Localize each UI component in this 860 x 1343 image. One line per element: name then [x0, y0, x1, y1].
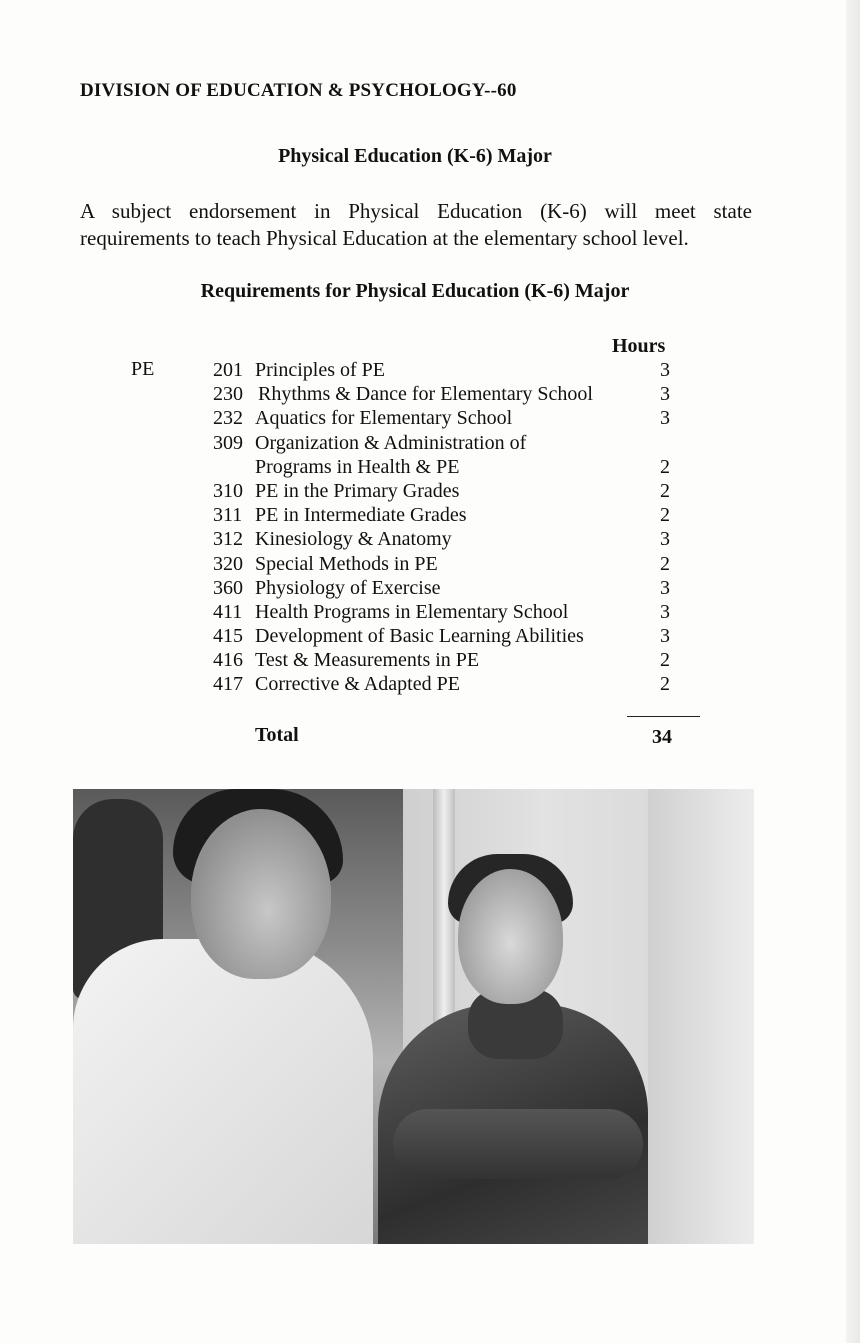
course-row [213, 479, 693, 503]
course-name: Development of Basic Learning Abilities [255, 625, 584, 648]
photo-background-right [648, 789, 754, 1244]
page-header: DIVISION OF EDUCATION & PSYCHOLOGY--60 [80, 80, 517, 101]
course-hours: 3 [660, 576, 670, 599]
course-hours: 2 [660, 649, 670, 672]
course-hours: 3 [660, 528, 670, 551]
photo-person-left-jacket [73, 939, 373, 1244]
course-hours: 2 [660, 479, 670, 502]
course-hours: 3 [660, 407, 670, 430]
course-number: 312 [213, 528, 243, 551]
course-name: Rhythms & Dance for Elementary School [258, 383, 593, 406]
department-code: PE [131, 358, 155, 380]
course-number: 415 [213, 625, 243, 648]
total-divider [627, 716, 700, 717]
requirements-title: Requirements for Physical Education (K-6) Major [200, 280, 630, 302]
course-row [213, 600, 693, 624]
course-row [213, 503, 693, 527]
course-hours: 2 [660, 504, 670, 527]
course-name: PE in the Primary Grades [255, 479, 460, 502]
course-hours: 3 [660, 625, 670, 648]
course-name: Corrective & Adapted PE [255, 673, 460, 696]
course-name: Principles of PE [255, 359, 385, 381]
course-hours: 2 [660, 455, 670, 478]
section-title: Physical Education (K-6) Major [278, 145, 552, 167]
course-row [213, 527, 693, 551]
course-name: Physiology of Exercise [255, 576, 441, 599]
course-row [213, 358, 693, 382]
course-name: Special Methods in PE [255, 552, 438, 575]
course-number: 320 [213, 552, 243, 575]
photo-two-students [73, 789, 754, 1244]
course-number: 411 [213, 600, 243, 623]
course-number: 311 [213, 504, 243, 527]
course-name: Kinesiology & Anatomy [255, 528, 452, 551]
course-row [213, 672, 693, 696]
course-hours: 3 [660, 359, 670, 381]
total-value: 34 [652, 726, 672, 748]
course-hours: 2 [660, 552, 670, 575]
course-number: 416 [213, 649, 243, 672]
course-row [213, 406, 693, 430]
course-list [213, 358, 693, 697]
intro-paragraph: A subject endorsement in Physical Education (K-6) will meet state requirements to teach Physical Education at the elementary school level. [80, 199, 752, 250]
course-row [213, 648, 693, 672]
course-name: Test & Measurements in PE [255, 649, 480, 672]
course-row [213, 576, 693, 600]
hours-column-header: Hours [612, 335, 666, 357]
course-number: 232 [213, 407, 243, 430]
photo-person-left-face [191, 809, 331, 979]
course-hours: 2 [660, 673, 670, 696]
course-row [213, 382, 693, 406]
course-name: Organization & Administration of Programs in Health & PE [255, 431, 527, 478]
course-name: Aquatics for Elementary School [255, 407, 513, 430]
total-label: Total [255, 724, 299, 746]
photo-person-right-face [458, 869, 563, 1004]
course-number: 230 [213, 383, 243, 406]
course-name: PE in Intermediate Grades [255, 504, 467, 527]
course-row [213, 431, 693, 479]
course-row [213, 552, 693, 576]
course-hours: 3 [660, 383, 670, 406]
course-number: 309 [213, 431, 243, 454]
course-number: 417 [213, 673, 243, 696]
page-edge [846, 0, 860, 1343]
course-number: 360 [213, 576, 243, 599]
course-name: Health Programs in Elementary School [255, 600, 569, 623]
course-number: 310 [213, 479, 243, 502]
photo-person-right-arms [393, 1109, 643, 1179]
course-hours: 3 [660, 600, 670, 623]
course-row [213, 624, 693, 648]
course-number: 201 [213, 359, 243, 381]
